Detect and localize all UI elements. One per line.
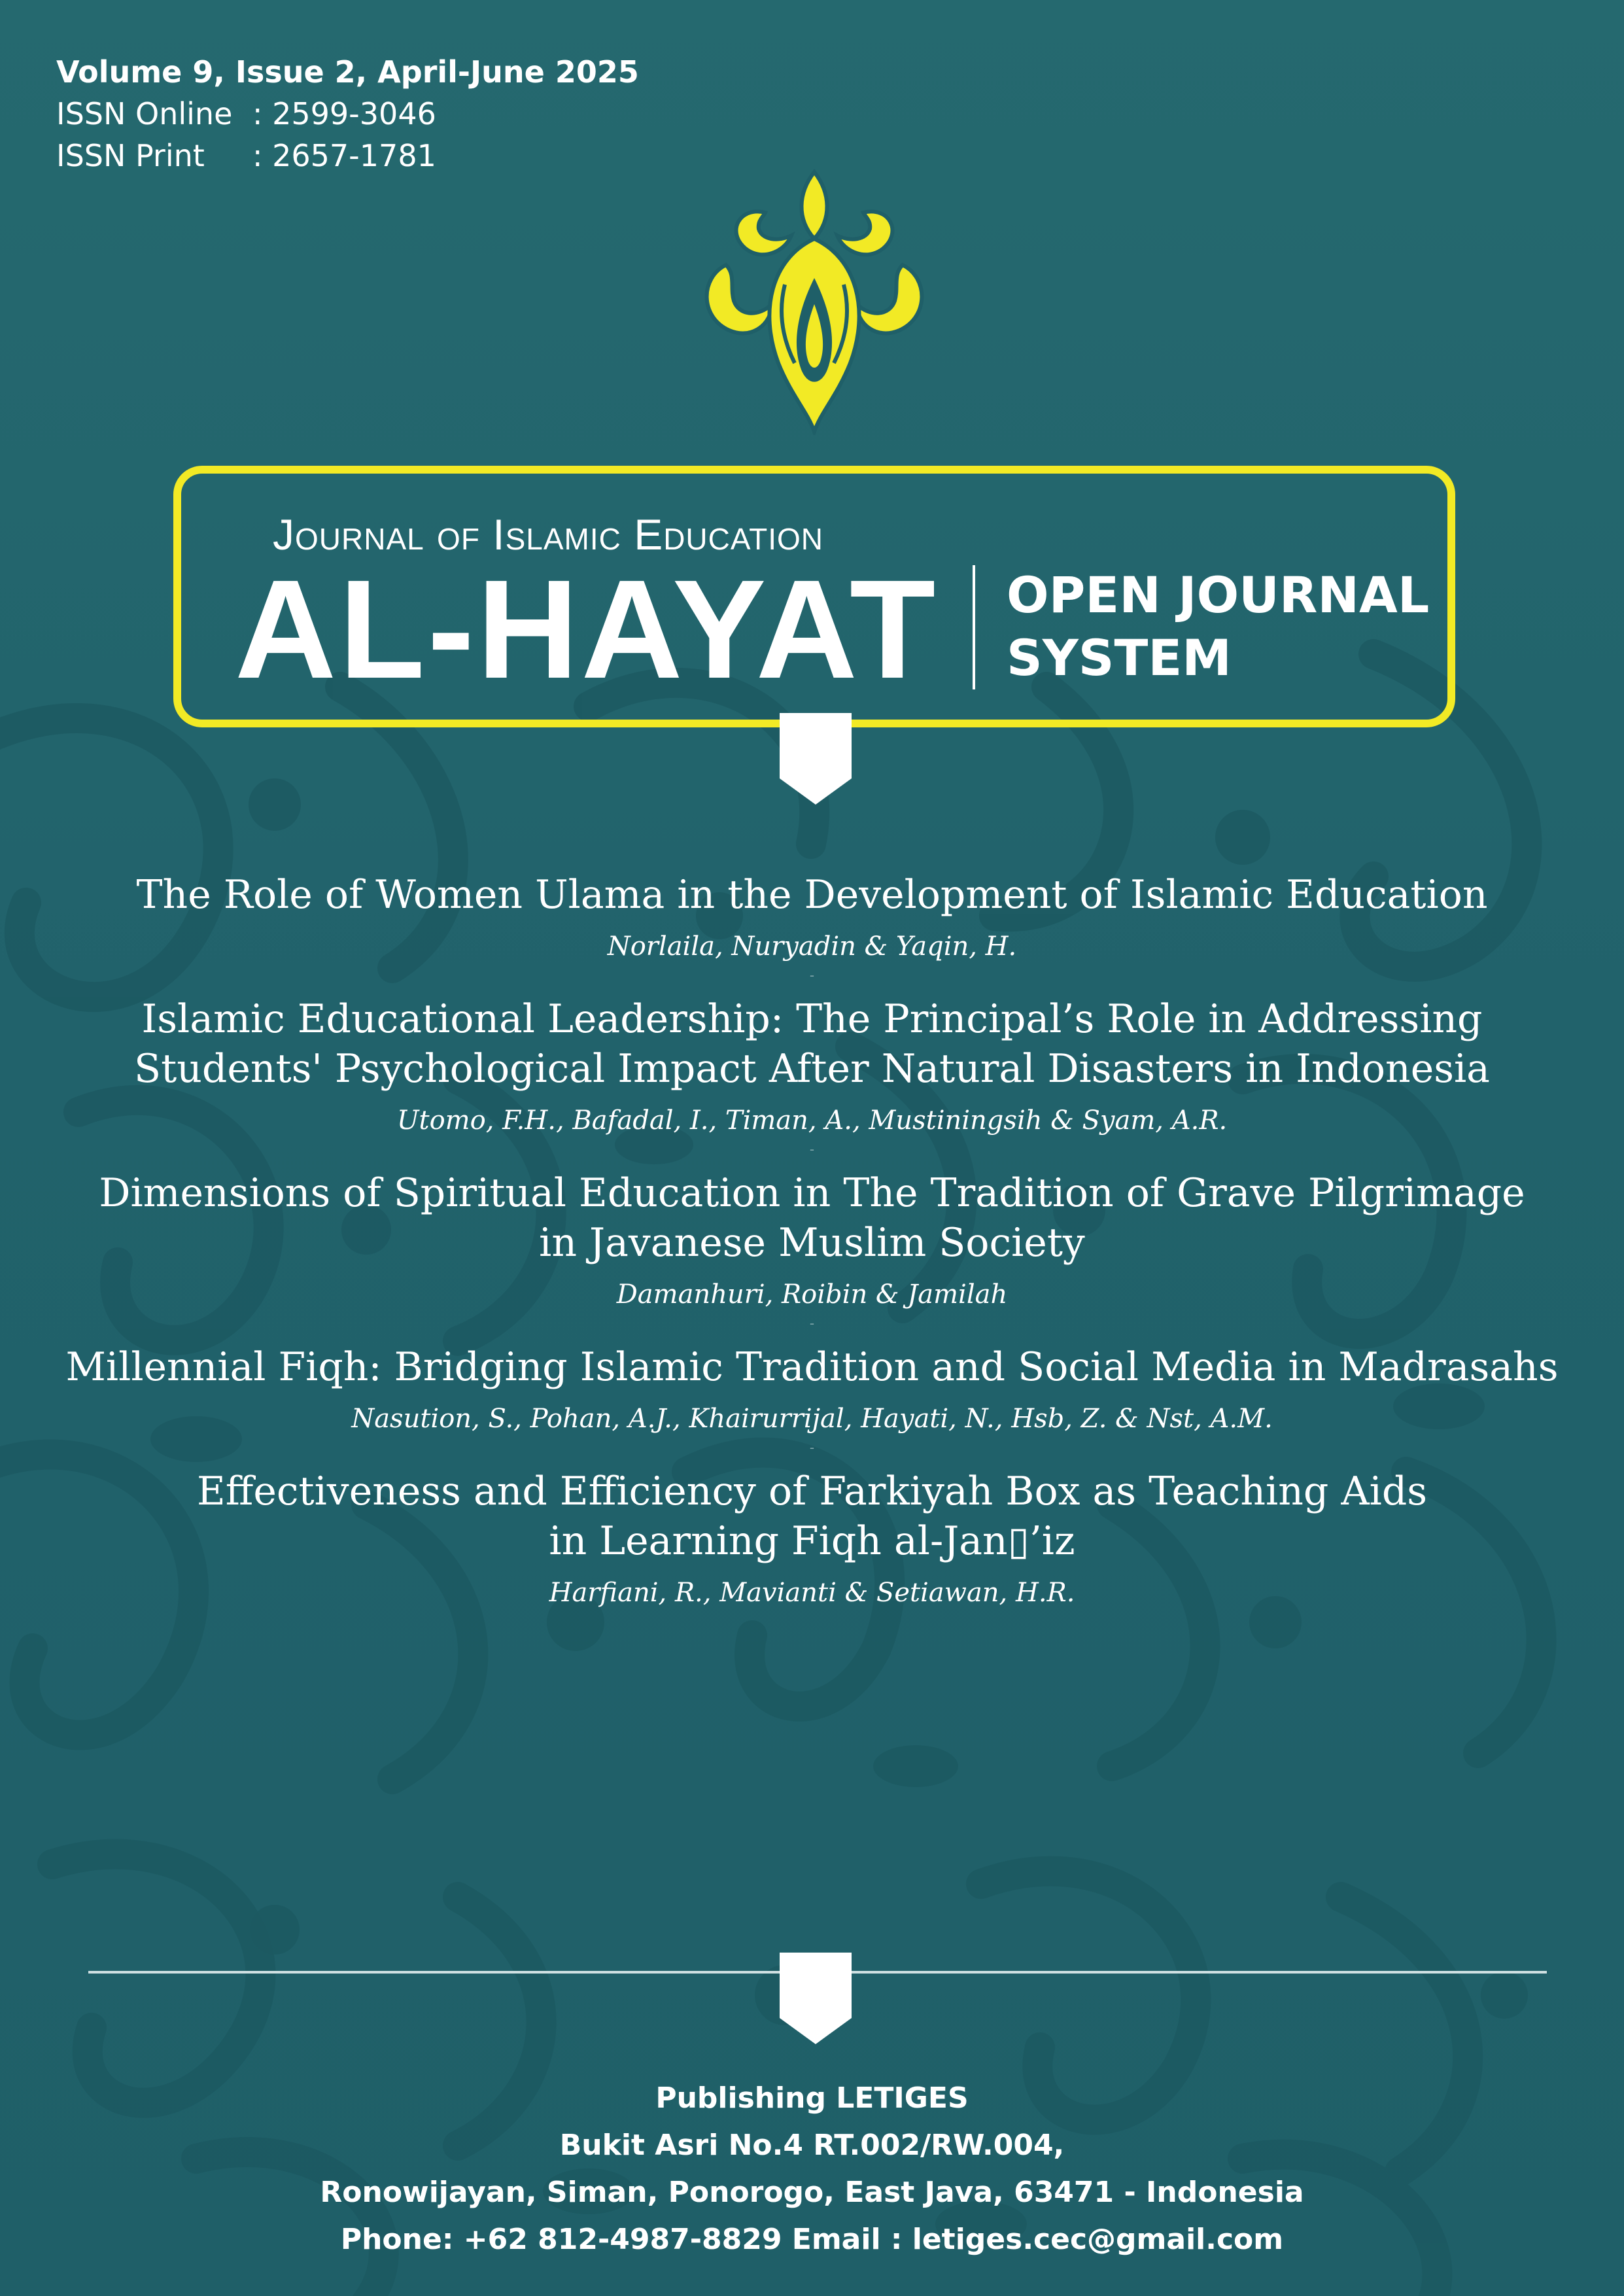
publisher-name: Publishing LETIGES: [655, 2081, 969, 2115]
article-item[interactable]: [0, 1168, 1624, 1313]
article-title: [0, 1342, 1624, 1392]
issn-online-label: ISSN Online: [56, 96, 233, 131]
article-item[interactable]: [0, 1342, 1624, 1438]
floral-ornament-icon: [687, 167, 942, 435]
article-title: [0, 1168, 1624, 1268]
article-title-line: Students' Psychological Impact After Natural Disasters in Indonesia: [134, 1046, 1490, 1092]
masthead-box: [173, 466, 1455, 727]
shield-pointer-icon: [780, 1953, 852, 2051]
article-title: [0, 994, 1624, 1094]
article-authors: Damanhuri, Roibin & Jamilah: [616, 1279, 1008, 1310]
ojs-line-1: OPEN JOURNAL: [1007, 566, 1430, 624]
volume-issue-line: Volume 9, Issue 2, April-June 2025: [56, 54, 639, 90]
shield-pointer-icon: [780, 713, 852, 811]
separator: -: [809, 1440, 815, 1455]
article-authors: Utomo, F.H., Bafadal, I., Timan, A., Mustiningsih & Syam, A.R.: [396, 1105, 1228, 1136]
article-title-line: Effectiveness and Efficiency of Farkiyah Box as Teaching Aids: [196, 1469, 1428, 1514]
publisher-address-1: Bukit Asri No.4 RT.002/RW.004,: [559, 2129, 1065, 2162]
separator: -: [809, 1141, 815, 1157]
article-title-line: Millennial Fiqh: Bridging Islamic Tradition and Social Media in Madrasahs: [65, 1344, 1559, 1390]
journal-title: AL-HAYAT: [235, 550, 939, 708]
article-title: [0, 870, 1624, 920]
article-title-line: in Learning Fiqh al-Jan▯’iz: [549, 1518, 1075, 1564]
article-title-line: in Javanese Muslim Society: [539, 1220, 1085, 1266]
ojs-line-2: SYSTEM: [1007, 629, 1232, 687]
article-title-line: Dimensions of Spiritual Education in The Tradition of Grave Pilgrimage: [99, 1170, 1525, 1216]
article-title-line: The Role of Women Ulama in the Development of Islamic Education: [136, 872, 1488, 918]
issue-info: [56, 51, 639, 177]
issn-online-row: [56, 93, 639, 135]
separator: -: [809, 967, 815, 983]
issn-print-row: [56, 135, 639, 177]
publisher-address-2: Ronowijayan, Siman, Ponorogo, East Java, 63471 - Indonesia: [320, 2176, 1304, 2209]
masthead-divider: [973, 565, 975, 689]
ojs-label: [1007, 564, 1429, 689]
issn-print-value: : 2657-1781: [252, 138, 436, 173]
article-authors: Nasution, S., Pohan, A.J., Khairurrijal, Hayati, N., Hsb, Z. & Nst, A.M.: [351, 1404, 1273, 1434]
article-authors: Harfiani, R., Mavianti & Setiawan, H.R.: [549, 1578, 1075, 1608]
journal-subtitle: Journal of Islamic Education: [273, 510, 824, 559]
article-item[interactable]: [0, 870, 1624, 965]
article-item[interactable]: [0, 994, 1624, 1139]
separator: -: [809, 1315, 815, 1331]
publisher-contact: Phone: +62 812-4987-8829 Email : letiges.cec@gmail.com: [340, 2223, 1284, 2256]
article-item[interactable]: [0, 1467, 1624, 1612]
article-authors: Norlaila, Nuryadin & Yaqin, H.: [607, 931, 1017, 962]
article-title: [0, 1467, 1624, 1566]
article-list: [0, 870, 1624, 1612]
issn-online-value: : 2599-3046: [252, 96, 436, 131]
issn-print-label: ISSN Print: [56, 138, 205, 173]
publisher-info: [0, 2075, 1624, 2263]
article-title-line: Islamic Educational Leadership: The Principal’s Role in Addressing: [141, 996, 1483, 1042]
